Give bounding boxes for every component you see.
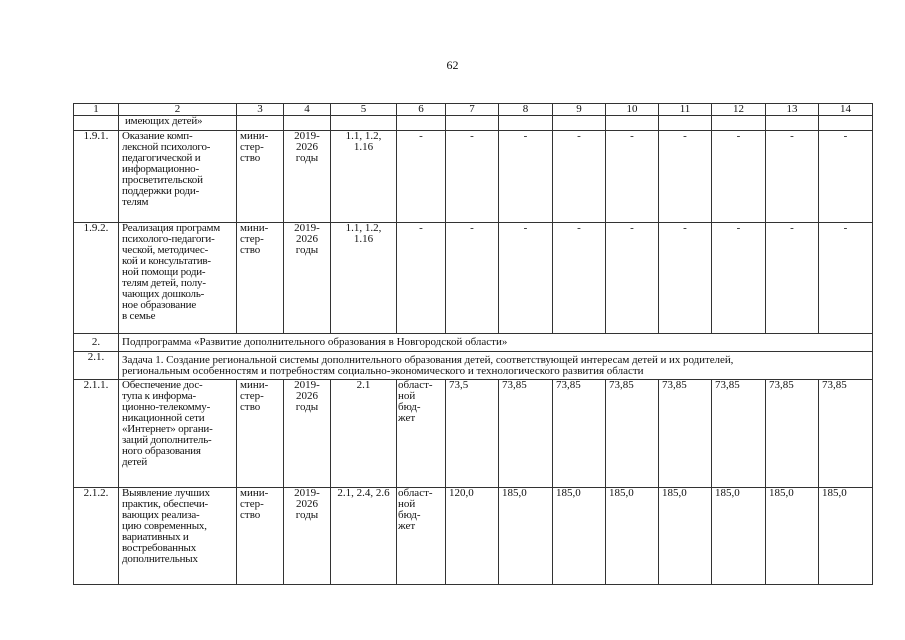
cell-line: телям детей, полу-	[122, 277, 206, 289]
year-value: -	[606, 223, 659, 334]
cell-line: бюд-	[398, 509, 421, 521]
row-number: 1.9.2.	[74, 223, 119, 334]
subprogram-number: 2.	[74, 334, 119, 352]
executor	[237, 380, 284, 488]
cell-line: 2019-	[294, 379, 320, 391]
cell-line: Реализация программ	[122, 222, 221, 234]
column-number-1: 1	[74, 104, 119, 116]
cell-line: 2026	[296, 141, 318, 153]
year-value: 73,85	[553, 380, 606, 488]
cell-line: мини-	[240, 379, 269, 391]
cell-line: област-	[398, 379, 433, 391]
row-number: 2.1.1.	[74, 380, 119, 488]
cell-line: Оказание комп-	[122, 130, 193, 142]
year-value: 185,0	[499, 488, 553, 585]
table-row	[74, 488, 873, 585]
cell-line: 1.1, 1.2,	[345, 222, 382, 234]
cell-line: 2019-	[294, 487, 320, 499]
target-indicators	[331, 223, 397, 334]
year-value: -	[712, 131, 766, 223]
cell-line: 1.16	[353, 233, 374, 245]
cell-line: годы	[295, 401, 319, 413]
cell-line: 2019-	[294, 222, 320, 234]
cell-line: ство	[240, 152, 261, 164]
row-number: 2.1.2.	[74, 488, 119, 585]
column-number-9: 9	[553, 104, 606, 116]
cell-line: имеющих детей»	[125, 115, 203, 127]
target-indicators	[331, 488, 397, 585]
year-value: -	[446, 131, 499, 223]
target-indicators	[331, 116, 397, 131]
cell-line: детей	[122, 456, 148, 468]
cell-line: жет	[398, 412, 416, 424]
period	[284, 488, 331, 585]
task-title	[119, 352, 873, 380]
column-number-13: 13	[766, 104, 819, 116]
measure-name	[119, 488, 237, 585]
cell-line: вариативных и	[122, 531, 189, 543]
period	[284, 223, 331, 334]
year-value: 185,0	[606, 488, 659, 585]
measure-name	[119, 380, 237, 488]
measure-name	[119, 116, 237, 131]
task-row	[74, 352, 873, 380]
year-value	[553, 116, 606, 131]
year-value	[712, 116, 766, 131]
cell-line: стер-	[240, 233, 264, 245]
column-number-14: 14	[819, 104, 873, 116]
cell-line: лексной психолого-	[122, 141, 211, 153]
cell-line: 1.1, 1.2,	[345, 130, 382, 142]
cell-line: мини-	[240, 130, 269, 142]
cell-line: Обеспечение дос-	[122, 379, 203, 391]
cell-line: чающих дошколь-	[122, 288, 205, 300]
executor	[237, 488, 284, 585]
executor	[237, 116, 284, 131]
year-value: -	[712, 223, 766, 334]
row-number: 1.9.1.	[74, 131, 119, 223]
column-number-7: 7	[446, 104, 499, 116]
cell-line: 2026	[296, 498, 318, 510]
year-value	[606, 116, 659, 131]
cell-line: «Интернет» органи-	[122, 423, 213, 435]
year-value: -	[446, 223, 499, 334]
cell-line: -	[419, 130, 423, 142]
task-line: региональным особенностям и потребностям социально-экономического и технологического развития области	[122, 365, 644, 377]
period	[284, 131, 331, 223]
executor	[237, 131, 284, 223]
funding-source	[397, 380, 446, 488]
cell-line: кой и консультатив-	[122, 255, 211, 267]
year-value: 73,85	[766, 380, 819, 488]
cell-line: психолого-педагоги-	[122, 233, 215, 245]
year-value: 185,0	[766, 488, 819, 585]
subprogram-row	[74, 334, 873, 352]
task-number: 2.1.	[74, 352, 119, 380]
column-number-12: 12	[712, 104, 766, 116]
cell-line: годы	[295, 152, 319, 164]
cell-line: ной	[398, 390, 416, 402]
cell-line: информационно-	[122, 163, 199, 175]
year-value	[446, 116, 499, 131]
year-value: -	[553, 131, 606, 223]
cell-line: 2.1, 2.4, 2.6	[337, 487, 390, 499]
executor	[237, 223, 284, 334]
row-number	[74, 116, 119, 131]
column-number-2: 2	[119, 104, 237, 116]
year-value: -	[606, 131, 659, 223]
column-number-10: 10	[606, 104, 659, 116]
cell-line: ной помощи роди-	[122, 266, 206, 278]
cell-line: годы	[295, 244, 319, 256]
cell-line: годы	[295, 509, 319, 521]
table-row	[74, 131, 873, 223]
funding-source	[397, 488, 446, 585]
funding-source	[397, 116, 446, 131]
cell-line: тупа к информа-	[122, 390, 196, 402]
cell-line: Выявление лучших	[122, 487, 210, 499]
measure-name	[119, 223, 237, 334]
target-indicators	[331, 380, 397, 488]
cell-line: мини-	[240, 222, 269, 234]
subprogram-title: Подпрограмма «Развитие дополнительного образования в Новгородской области»	[119, 334, 873, 352]
cell-line: 2026	[296, 390, 318, 402]
cell-line: ного образования	[122, 445, 201, 457]
year-value: 73,85	[712, 380, 766, 488]
year-value: -	[553, 223, 606, 334]
year-value	[499, 116, 553, 131]
table-row	[74, 223, 873, 334]
year-value	[819, 116, 873, 131]
funding-source	[397, 131, 446, 223]
year-value: 73,85	[659, 380, 712, 488]
cell-line: заций дополнитель-	[122, 434, 212, 446]
cell-line: цию современных,	[122, 520, 207, 532]
measure-name	[119, 131, 237, 223]
period	[284, 116, 331, 131]
year-value: 73,85	[819, 380, 873, 488]
column-number-4: 4	[284, 104, 331, 116]
cell-line: поддержки роди-	[122, 185, 200, 197]
year-value: -	[819, 131, 873, 223]
cell-line: ство	[240, 509, 261, 521]
column-number-8: 8	[499, 104, 553, 116]
cell-line: стер-	[240, 390, 264, 402]
page-number: 62	[446, 58, 459, 72]
year-value: 73,85	[606, 380, 659, 488]
cell-line: востребованных	[122, 542, 196, 554]
cell-line: ционно-телекомму-	[122, 401, 211, 413]
cell-line: ное образование	[122, 299, 197, 311]
cell-line: 2019-	[294, 130, 320, 142]
year-value: -	[819, 223, 873, 334]
year-value: -	[659, 223, 712, 334]
year-value: 120,0	[446, 488, 499, 585]
year-value	[766, 116, 819, 131]
year-value: 185,0	[712, 488, 766, 585]
cell-line: дополнительных	[122, 553, 198, 565]
cell-line: 1.16	[353, 141, 374, 153]
year-value: 185,0	[819, 488, 873, 585]
year-value: -	[766, 223, 819, 334]
year-value: 185,0	[553, 488, 606, 585]
funding-source	[397, 223, 446, 334]
task-line: Задача 1. Создание региональной системы дополнительного образования детей, соответствующей интересам детей и их родителей,	[122, 354, 734, 366]
table-row	[74, 116, 873, 131]
cell-line: 2026	[296, 233, 318, 245]
cell-line: ческой, методичес-	[122, 244, 209, 256]
column-number-11: 11	[659, 104, 712, 116]
cell-line: стер-	[240, 141, 264, 153]
program-table	[73, 103, 873, 585]
cell-line: в семье	[122, 310, 156, 322]
cell-line: ство	[240, 244, 261, 256]
cell-line: мини-	[240, 487, 269, 499]
column-number-6: 6	[397, 104, 446, 116]
column-number-5: 5	[331, 104, 397, 116]
year-value: -	[499, 223, 553, 334]
year-value: 185,0	[659, 488, 712, 585]
target-indicators	[331, 131, 397, 223]
cell-line: жет	[398, 520, 416, 532]
period	[284, 380, 331, 488]
cell-line: 2.1	[356, 379, 371, 391]
cell-line: просветительской	[122, 174, 203, 186]
year-value: 73,5	[446, 380, 499, 488]
cell-line: вающих реализа-	[122, 509, 200, 521]
cell-line: област-	[398, 487, 433, 499]
cell-line: ной	[398, 498, 416, 510]
cell-line: стер-	[240, 498, 264, 510]
year-value: -	[499, 131, 553, 223]
cell-line: телям	[122, 196, 149, 208]
column-number-row	[74, 104, 873, 116]
year-value: 73,85	[499, 380, 553, 488]
cell-line: никационной сети	[122, 412, 205, 424]
cell-line: ство	[240, 401, 261, 413]
table-row	[74, 380, 873, 488]
cell-line: -	[419, 222, 423, 234]
year-value	[659, 116, 712, 131]
year-value: -	[659, 131, 712, 223]
cell-line: педагогической и	[122, 152, 201, 164]
cell-line: бюд-	[398, 401, 421, 413]
cell-line: практик, обеспечи-	[122, 498, 208, 510]
year-value: -	[766, 131, 819, 223]
column-number-3: 3	[237, 104, 284, 116]
